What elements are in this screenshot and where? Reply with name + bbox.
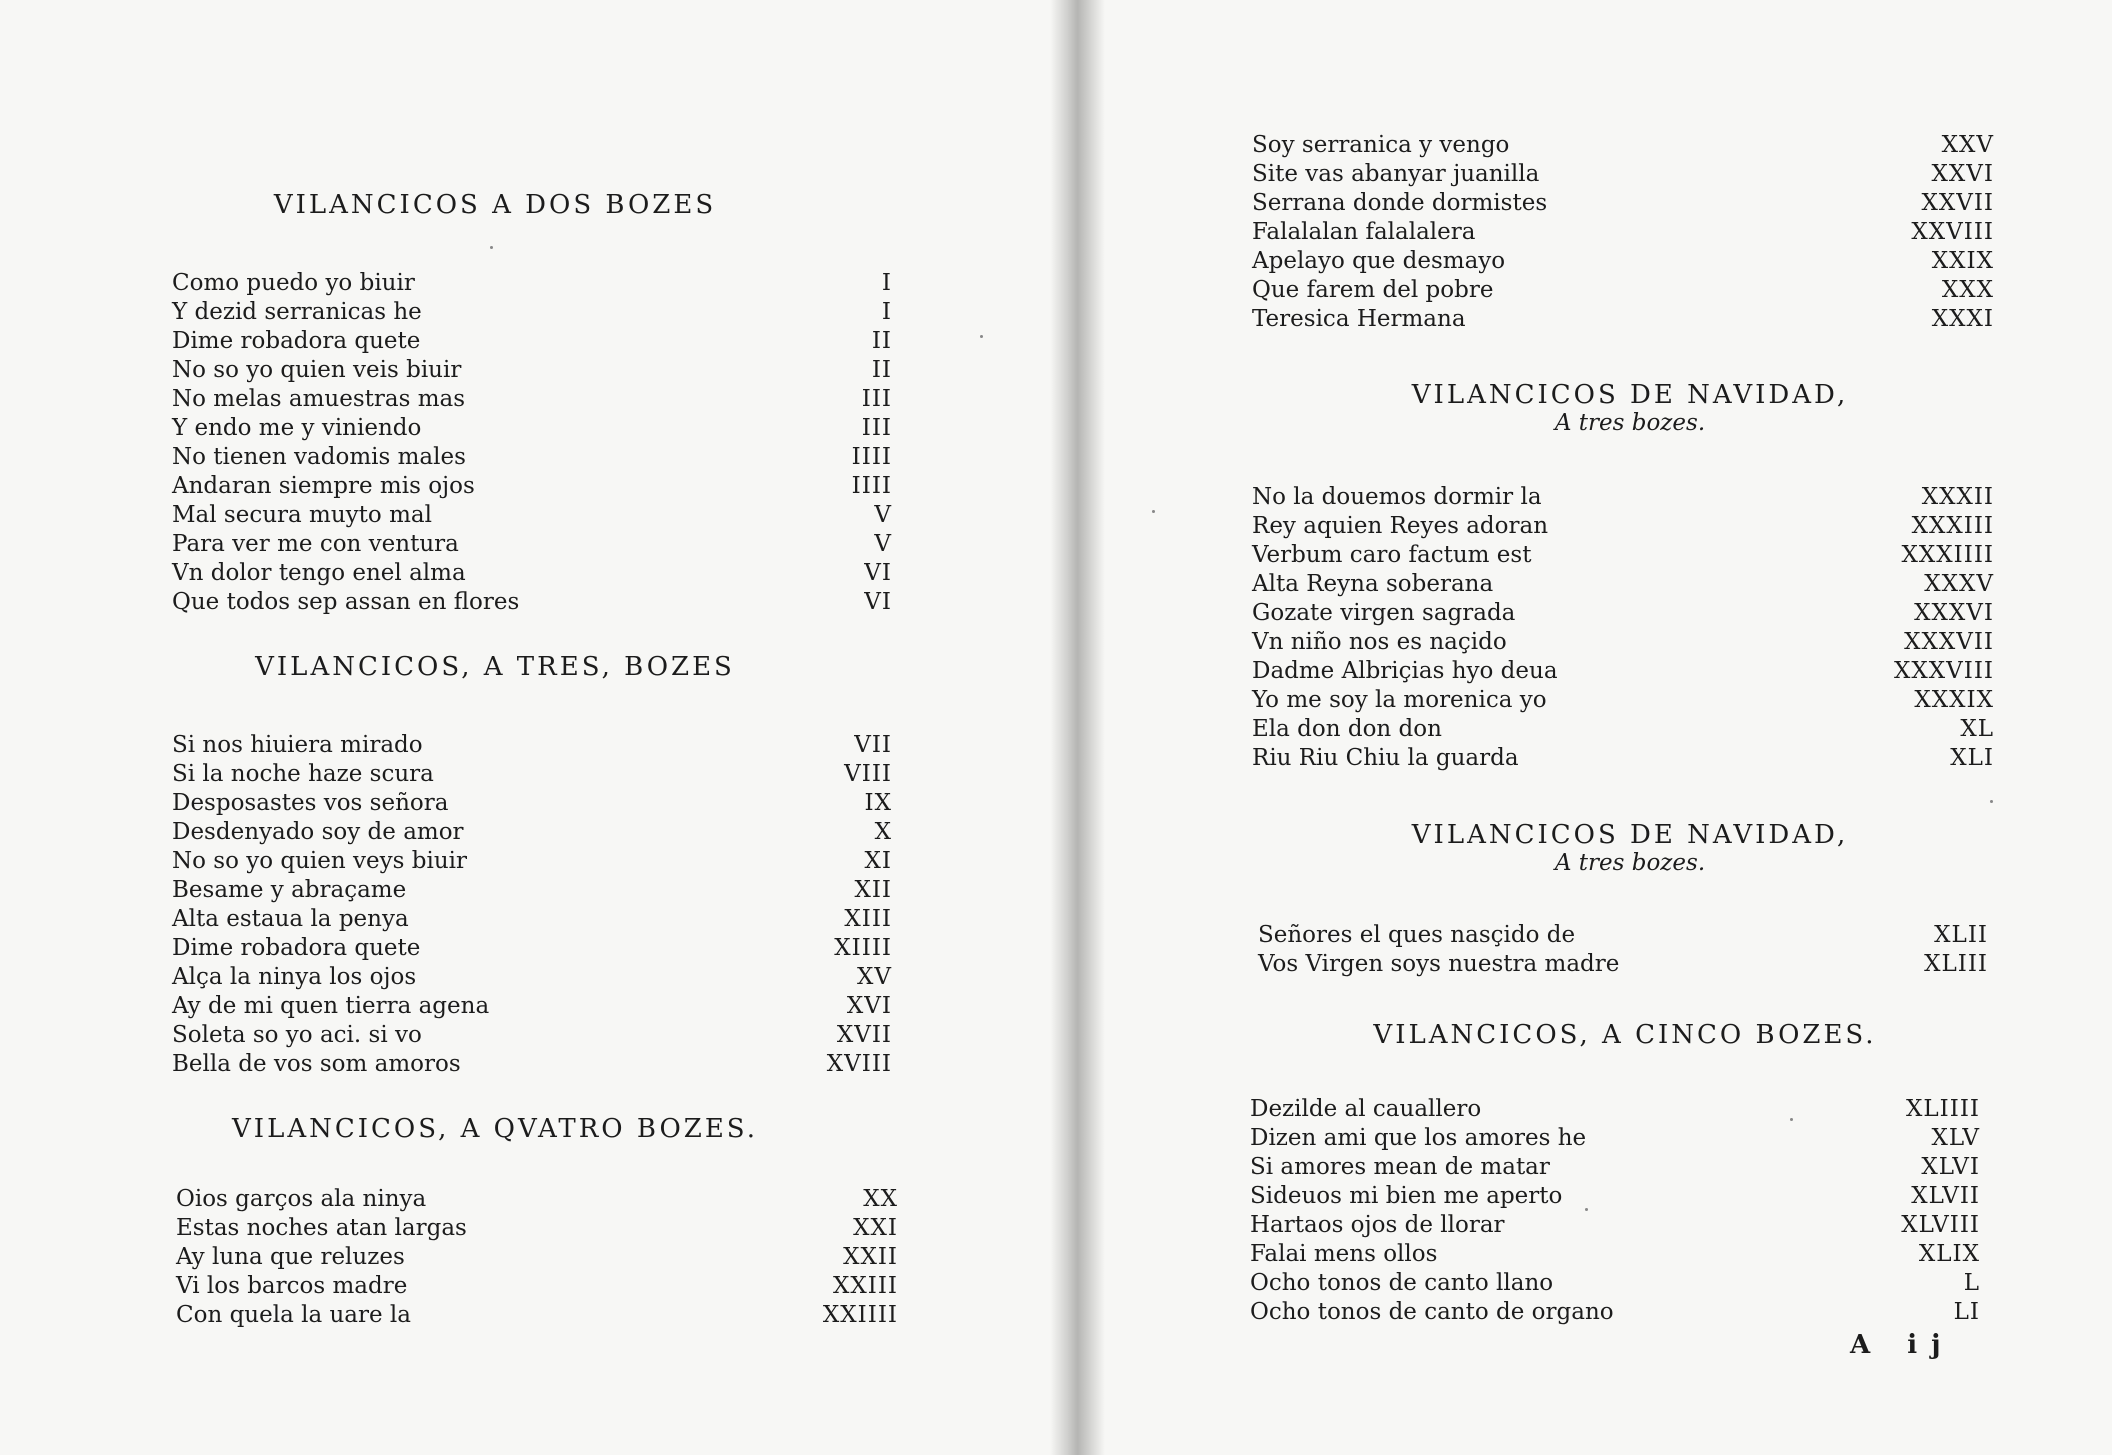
toc-entry	[176, 1244, 898, 1273]
entry-number: XL	[1960, 716, 1994, 742]
entry-number: XXXVII	[1904, 629, 1994, 655]
entry-number: XLI	[1950, 745, 1994, 771]
toc-entry	[172, 386, 892, 415]
toc-entry	[172, 819, 892, 848]
toc-list	[1252, 484, 1994, 774]
entry-title: Yo me soy la morenica yo	[1252, 687, 1547, 713]
toc-entry	[172, 790, 892, 819]
entry-title: Bella de vos som amoros	[172, 1051, 461, 1077]
paper-speck	[1790, 1118, 1793, 1121]
entry-title: Falai mens ollos	[1250, 1241, 1438, 1267]
entry-title: Que farem del pobre	[1252, 277, 1494, 303]
entry-number: VI	[864, 560, 892, 586]
toc-entry	[172, 1051, 892, 1080]
entry-title: Vn niño nos es naçido	[1252, 629, 1507, 655]
toc-entry	[176, 1302, 898, 1331]
entry-title: Si amores mean de matar	[1250, 1154, 1550, 1180]
entry-title: Serrana donde dormistes	[1252, 190, 1548, 216]
entry-number: XV	[857, 964, 892, 990]
entry-title: Verbum caro factum est	[1252, 542, 1532, 568]
toc-entry	[1252, 277, 1994, 306]
entry-number: XXXVI	[1914, 600, 1994, 626]
entry-number: XXX	[1941, 277, 1994, 303]
toc-entry	[172, 732, 892, 761]
toc-entry	[1252, 571, 1994, 600]
toc-entry	[172, 415, 892, 444]
entry-number: XXXIII	[1911, 513, 1994, 539]
entry-title: No so yo quien veys biuir	[172, 848, 467, 874]
toc-entry	[1252, 716, 1994, 745]
entry-number: IX	[864, 790, 892, 816]
entry-number: L	[1963, 1270, 1980, 1296]
entry-title: Alta estaua la penya	[172, 906, 409, 932]
entry-title: Mal secura muyto mal	[172, 502, 432, 528]
entry-number: XXXII	[1921, 484, 1994, 510]
entry-number: XLIII	[1924, 951, 1988, 977]
entry-title: Alta Reyna soberana	[1252, 571, 1494, 597]
entry-number: XXIIII	[822, 1302, 898, 1328]
toc-entry	[172, 531, 892, 560]
section-title: VILANCICOS DE NAVIDAD,	[1411, 820, 1849, 850]
entry-title: Desdenyado soy de amor	[172, 819, 464, 845]
entry-number: XXV	[1941, 132, 1994, 158]
paper-speck	[1990, 800, 1993, 803]
toc-entry	[1250, 1096, 1980, 1125]
toc-entry	[172, 473, 892, 502]
toc-entry	[172, 906, 892, 935]
toc-entry	[1252, 161, 1994, 190]
entry-number: XIII	[844, 906, 892, 932]
entry-number: XXII	[843, 1244, 898, 1270]
entry-title: Besame y abraçame	[172, 877, 407, 903]
entry-title: No so yo quien veis biuir	[172, 357, 462, 383]
toc-entry	[1250, 1212, 1980, 1241]
entry-title: Soleta so yo aci. si vo	[172, 1022, 422, 1048]
paper-speck	[490, 246, 493, 249]
toc-entry	[172, 993, 892, 1022]
toc-entry	[172, 761, 892, 790]
toc-entry	[1258, 951, 1988, 980]
entry-number: IIII	[851, 473, 892, 499]
entry-title: Y endo me y viniendo	[172, 415, 422, 441]
entry-title: Y dezid serranicas he	[172, 299, 422, 325]
entry-number: XLVII	[1911, 1183, 1980, 1209]
toc-entry	[1258, 922, 1988, 951]
entry-title: Si nos hiuiera mirado	[172, 732, 423, 758]
entry-title: No melas amuestras mas	[172, 386, 466, 412]
entry-title: Vos Virgen soys nuestra madre	[1258, 951, 1620, 977]
toc-entry	[1250, 1270, 1980, 1299]
entry-number: V	[874, 531, 892, 557]
toc-entry	[176, 1215, 898, 1244]
toc-entry	[172, 935, 892, 964]
entry-title: Site vas abanyar juanilla	[1252, 161, 1540, 187]
toc-entry	[172, 328, 892, 357]
entry-title: Señores el ques nasçido de	[1258, 922, 1576, 948]
entry-title: Dezilde al cauallero	[1250, 1096, 1482, 1122]
section-title: VILANCICOS DE NAVIDAD,	[1411, 380, 1849, 410]
entry-number: XXXVIII	[1894, 658, 1994, 684]
entry-title: Falalalan falalalera	[1252, 219, 1476, 245]
toc-list	[172, 270, 892, 618]
entry-number: I	[881, 299, 892, 325]
entry-title: Estas noches atan largas	[176, 1215, 467, 1241]
section-subtitle: A tres bozes.	[1554, 850, 1706, 876]
toc-entry	[1250, 1241, 1980, 1270]
entry-number: XII	[854, 877, 892, 903]
toc-entry	[1252, 629, 1994, 658]
toc-entry	[1250, 1299, 1980, 1328]
entry-number: XXXIX	[1914, 687, 1994, 713]
entry-number: XXVI	[1931, 161, 1994, 187]
section-title: VILANCICOS A DOS BOZES	[273, 190, 717, 220]
paper-speck	[1585, 1208, 1588, 1211]
entry-title: Si la noche haze scura	[172, 761, 434, 787]
section-title: VILANCICOS, A TRES, BOZES	[255, 652, 735, 682]
entry-title: Teresica Hermana	[1252, 306, 1466, 332]
toc-list	[172, 732, 892, 1080]
entry-number: XXIX	[1931, 248, 1994, 274]
entry-title: Soy serranica y vengo	[1252, 132, 1510, 158]
paper-speck	[980, 335, 983, 338]
toc-list	[1252, 132, 1994, 335]
toc-entry	[1250, 1125, 1980, 1154]
entry-title: Dizen ami que los amores he	[1250, 1125, 1587, 1151]
toc-entry	[172, 502, 892, 531]
entry-number: XLIIII	[1906, 1096, 1980, 1122]
entry-number: III	[861, 415, 892, 441]
entry-number: LI	[1953, 1299, 1980, 1325]
toc-entry	[172, 444, 892, 473]
entry-title: Hartaos ojos de llorar	[1250, 1212, 1505, 1238]
entry-title: Vn dolor tengo enel alma	[172, 560, 466, 586]
entry-title: Alça la ninya los ojos	[172, 964, 417, 990]
entry-number: XVIII	[826, 1051, 892, 1077]
toc-entry	[172, 560, 892, 589]
entry-title: Apelayo que desmayo	[1252, 248, 1506, 274]
entry-number: II	[871, 357, 892, 383]
entry-number: XLII	[1934, 922, 1988, 948]
toc-entry	[1252, 484, 1994, 513]
entry-number: XXIII	[832, 1273, 898, 1299]
entry-number: XX	[863, 1186, 898, 1212]
right-page	[1090, 0, 2112, 1455]
entry-title: Oios garços ala ninya	[176, 1186, 427, 1212]
toc-entry	[1252, 513, 1994, 542]
entry-number: XXXI	[1931, 306, 1994, 332]
toc-entry	[1252, 219, 1994, 248]
entry-title: Andaran siempre mis ojos	[172, 473, 475, 499]
entry-title: Para ver me con ventura	[172, 531, 459, 557]
entry-title: Ay de mi quen tierra agena	[172, 993, 490, 1019]
entry-number: XI	[864, 848, 892, 874]
section-title: VILANCICOS, A CINCO BOZES.	[1373, 1020, 1877, 1050]
entry-title: Dadme Albriçias hyo deua	[1252, 658, 1558, 684]
toc-entry	[1252, 600, 1994, 629]
entry-title: Como puedo yo biuir	[172, 270, 415, 296]
entry-number: XXI	[853, 1215, 898, 1241]
toc-entry	[1250, 1183, 1980, 1212]
entry-title: Desposastes vos señora	[172, 790, 449, 816]
entry-number: XLVI	[1921, 1154, 1980, 1180]
entry-number: XIIII	[834, 935, 892, 961]
toc-entry	[1252, 658, 1994, 687]
entry-number: XXVIII	[1911, 219, 1994, 245]
entry-number: III	[861, 386, 892, 412]
section-subtitle: A tres bozes.	[1554, 410, 1706, 436]
entry-number: XLV	[1931, 1125, 1980, 1151]
entry-title: No tienen vadomis males	[172, 444, 466, 470]
entry-number: V	[874, 502, 892, 528]
entry-title: Ocho tonos de canto llano	[1250, 1270, 1554, 1296]
entry-number: VII	[854, 732, 892, 758]
entry-title: Con quela la uare la	[176, 1302, 411, 1328]
entry-number: XVII	[836, 1022, 892, 1048]
toc-entry	[176, 1273, 898, 1302]
toc-entry	[172, 357, 892, 386]
toc-entry	[172, 1022, 892, 1051]
entry-number: X	[874, 819, 892, 845]
entry-title: Dime robadora quete	[172, 328, 421, 354]
entry-number: XLIX	[1918, 1241, 1980, 1267]
entry-title: Que todos sep assan en flores	[172, 589, 520, 615]
toc-entry	[1252, 542, 1994, 571]
toc-list	[1250, 1096, 1980, 1328]
entry-number: II	[871, 328, 892, 354]
entry-title: Gozate virgen sagrada	[1252, 600, 1516, 626]
entry-title: Rey aquien Reyes adoran	[1252, 513, 1549, 539]
entry-number: XXXIIII	[1901, 542, 1994, 568]
toc-entry	[1252, 745, 1994, 774]
entry-number: XLVIII	[1901, 1212, 1980, 1238]
entry-title: Ay luna que reluzes	[176, 1244, 405, 1270]
entry-number: XXXV	[1924, 571, 1994, 597]
toc-entry	[172, 270, 892, 299]
toc-entry	[1252, 132, 1994, 161]
paper-speck	[1152, 510, 1155, 513]
toc-entry	[172, 589, 892, 618]
entry-number: VIII	[844, 761, 892, 787]
entry-title: Sideuos mi bien me aperto	[1250, 1183, 1563, 1209]
section-title: VILANCICOS, A QVATRO BOZES.	[232, 1114, 758, 1144]
toc-entry	[172, 877, 892, 906]
toc-entry	[172, 964, 892, 993]
toc-entry	[1252, 248, 1994, 277]
entry-number: XVI	[846, 993, 892, 1019]
toc-entry	[1252, 687, 1994, 716]
toc-list	[176, 1186, 898, 1331]
entry-title: Dime robadora quete	[172, 935, 421, 961]
entry-title: Riu Riu Chiu la guarda	[1252, 745, 1519, 771]
entry-number: VI	[864, 589, 892, 615]
toc-list	[1258, 922, 1988, 980]
entry-number: XXVII	[1921, 190, 1994, 216]
signature-mark: A ij	[1850, 1330, 1955, 1360]
entry-title: Ocho tonos de canto de organo	[1250, 1299, 1614, 1325]
entry-title: No la douemos dormir la	[1252, 484, 1542, 510]
toc-entry	[176, 1186, 898, 1215]
entry-number: IIII	[851, 444, 892, 470]
toc-entry	[172, 848, 892, 877]
entry-title: Vi los barcos madre	[176, 1273, 408, 1299]
toc-entry	[1250, 1154, 1980, 1183]
toc-entry	[1252, 306, 1994, 335]
entry-title: Ela don don don	[1252, 716, 1442, 742]
toc-entry	[172, 299, 892, 328]
entry-number: I	[881, 270, 892, 296]
toc-entry	[1252, 190, 1994, 219]
